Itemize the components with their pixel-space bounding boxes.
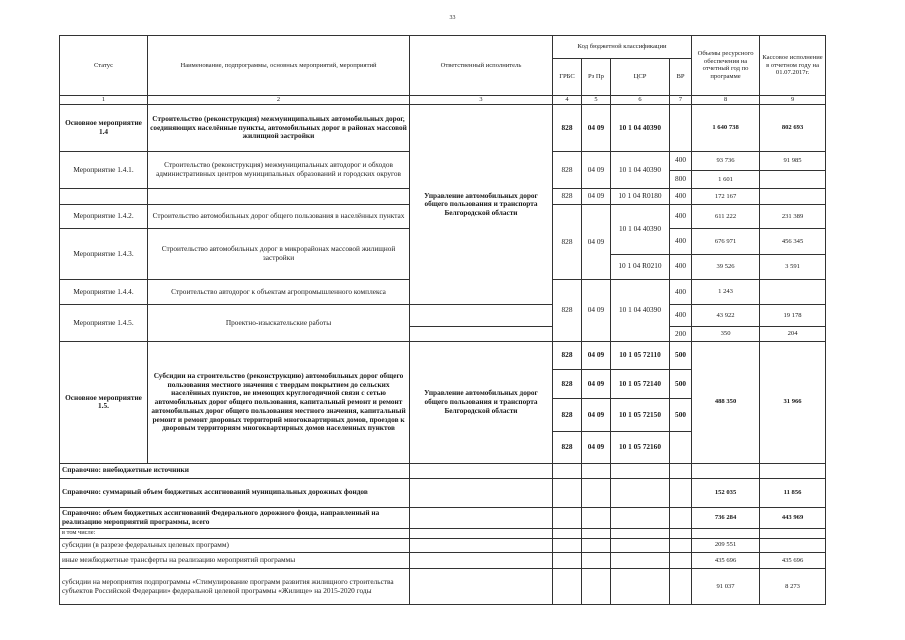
column-numbers-row <box>60 95 826 104</box>
vr-cell: 400 <box>670 254 692 279</box>
csr-cell: 10 1 04 40390 <box>611 105 670 151</box>
colnum-1: 1 <box>60 95 148 104</box>
status-cell: Мероприятие 1.4.5. <box>60 305 148 342</box>
colnum-7: 7 <box>670 95 692 104</box>
name-cell: Строительство автомобильных дорог в микрорайонах массовой жилищной застройки <box>148 229 410 279</box>
cash-cell: 91 985 <box>760 151 826 170</box>
table-row <box>60 529 826 538</box>
rzpr-cell: 04 09 <box>582 189 611 205</box>
header-volume: Объемы ресурсного обеспечения на отчетный год по программе <box>692 36 760 96</box>
csr-cell: 10 1 04 40390 <box>611 279 670 341</box>
status-cell: Основное мероприятие 1.4 <box>60 105 148 151</box>
grbs-cell: 828 <box>553 151 582 189</box>
rzpr-cell: 04 09 <box>582 398 611 432</box>
vr-cell: 500 <box>670 370 692 398</box>
colnum-2: 2 <box>148 95 410 104</box>
table-row <box>60 105 826 151</box>
volume-cell: 676 971 <box>692 229 760 254</box>
status-cell: Мероприятие 1.4.1. <box>60 151 148 189</box>
grbs-cell: 828 <box>553 432 582 464</box>
municipal-volume: 152 035 <box>692 478 760 507</box>
table-row <box>60 553 826 569</box>
cash-cell: 802 693 <box>760 105 826 151</box>
colnum-6: 6 <box>611 95 670 104</box>
header-executor: Ответственный исполнитель <box>410 36 553 96</box>
subsidies-label: субсидии (в разрезе федеральных целевых программ) <box>60 538 410 553</box>
colnum-4: 4 <box>553 95 582 104</box>
vr-cell: 800 <box>670 170 692 189</box>
csr-cell: 10 1 05 72150 <box>611 398 670 432</box>
federal-label: Справочно: объем бюджетных ассигнований Федерального дорожного фонда, направленный на реализацию мероприятий программы, всего <box>60 508 410 529</box>
cash-cell <box>760 189 826 205</box>
rzpr-cell: 04 09 <box>582 341 611 369</box>
name-cell: Строительство (реконструкция) межмуниципальных автомобильных дорог, соединяющих населённые пункты, автомобильных дорог в районах массовой жилищной застройки <box>148 105 410 151</box>
name-cell: Строительство (реконструкция) межмуниципальных автодорог и обходов административных центров муниципальных образований и городских округов <box>148 151 410 189</box>
rzpr-cell: 04 09 <box>582 432 611 464</box>
vr-cell <box>670 432 692 464</box>
table-row <box>60 508 826 529</box>
executor-cell: Управление автомобильных дорог общего пользования и транспорта Белгородской области <box>410 105 553 305</box>
header-row-1 <box>60 36 826 59</box>
executor-cell: Управление автомобильных дорог общего пользования и транспорта Белгородской области <box>410 341 553 463</box>
vr-cell: 400 <box>670 305 692 327</box>
transfers-volume: 435 696 <box>692 553 760 569</box>
grbs-cell: 828 <box>553 189 582 205</box>
federal-cash: 443 969 <box>760 508 826 529</box>
executor-continuation <box>410 327 553 342</box>
volume-cell: 1 243 <box>692 279 760 304</box>
grbs-cell: 828 <box>553 398 582 432</box>
vr-cell: 500 <box>670 398 692 432</box>
header-status: Статус <box>60 36 148 96</box>
volume-cell: 350 <box>692 327 760 342</box>
grbs-cell: 828 <box>553 370 582 398</box>
cash-cell <box>760 279 826 304</box>
cash-cell: 204 <box>760 327 826 342</box>
cash-cell: 3 591 <box>760 254 826 279</box>
grbs-cell: 828 <box>553 105 582 151</box>
vr-cell: 500 <box>670 341 692 369</box>
name-cell: Строительство автомобильных дорог общего пользования в населённых пунктах <box>148 205 410 229</box>
vr-cell: 400 <box>670 229 692 254</box>
name-cell: Субсидии на строительство (реконструкцию) автомобильных дорог общего пользования местного значения с твердым покрытием до сельских населённых пунктов, не имеющих круглогодичной связи с сетью автомобильных дорог общего пользования, капитальный ремонт и ремонт автомобильных дорог общего пользования местного значения, капитальный ремонт и ремонт дворовых территорий многоквартирных домов, проездов к дворовым территориям многоквартирных домов населенных пунктов <box>148 341 410 463</box>
status-cell <box>60 189 148 205</box>
table-row <box>60 569 826 605</box>
header-csr: ЦСР <box>611 59 670 96</box>
csr-cell: 10 1 04 40390 <box>611 205 670 254</box>
name-cell: Строительство автодорог к объектам агропромышленного комплекса <box>148 279 410 304</box>
header-budget-code: Код бюджетной классификации <box>553 36 692 59</box>
status-cell: Мероприятие 1.4.3. <box>60 229 148 279</box>
colnum-8: 8 <box>692 95 760 104</box>
subsidies-cash <box>760 538 826 553</box>
cash-cell: 231 389 <box>760 205 826 229</box>
csr-cell: 10 1 04 R0210 <box>611 254 670 279</box>
colnum-3: 3 <box>410 95 553 104</box>
rzpr-cell: 04 09 <box>582 279 611 341</box>
name-cell <box>148 189 410 205</box>
cash-cell: 31 966 <box>760 341 826 463</box>
table-row <box>60 478 826 507</box>
table-row <box>60 538 826 553</box>
csr-cell: 10 1 04 R0180 <box>611 189 670 205</box>
status-cell: Мероприятие 1.4.2. <box>60 205 148 229</box>
volume-cell: 488 350 <box>692 341 760 463</box>
name-cell: Проектно-изыскательские работы <box>148 305 410 342</box>
volume-cell: 43 922 <box>692 305 760 327</box>
housing-cash: 8 273 <box>760 569 826 605</box>
volume-cell: 39 526 <box>692 254 760 279</box>
csr-cell: 10 1 04 40390 <box>611 151 670 189</box>
rzpr-cell: 04 09 <box>582 205 611 280</box>
subsidies-volume: 209 551 <box>692 538 760 553</box>
municipal-label: Справочно: суммарный объем бюджетных ассигнований муниципальных дорожных фондов <box>60 478 410 507</box>
volume-cell: 93 736 <box>692 151 760 170</box>
extrabudget-label: Справочно: внебюджетные источники <box>60 463 410 478</box>
colnum-5: 5 <box>582 95 611 104</box>
grbs-cell: 828 <box>553 279 582 341</box>
housing-label: субсидии на мероприятия подпрограммы «Стимулирование программ развития жилищного строительства субъектов Российской Федерации» федеральной целевой программы «Жилище» на 2015-2020 годы <box>60 569 410 605</box>
vr-cell: 400 <box>670 151 692 170</box>
federal-volume: 736 284 <box>692 508 760 529</box>
volume-cell: 1 640 738 <box>692 105 760 151</box>
header-rzpr: Рз Пр <box>582 59 611 96</box>
including-label: в том числе: <box>60 529 410 538</box>
table-row <box>60 305 826 327</box>
status-cell: Основное мероприятие 1.5. <box>60 341 148 463</box>
rzpr-cell: 04 09 <box>582 151 611 189</box>
grbs-cell: 828 <box>553 341 582 369</box>
header-cash: Кассовое исполнение в отчетном году на 01.07.2017г. <box>760 36 826 96</box>
housing-volume: 91 037 <box>692 569 760 605</box>
colnum-9: 9 <box>760 95 826 104</box>
table-row <box>60 341 826 369</box>
header-vr: ВР <box>670 59 692 96</box>
grbs-cell: 828 <box>553 205 582 280</box>
vr-cell: 400 <box>670 279 692 304</box>
cash-cell <box>760 170 826 189</box>
executor-continuation <box>410 305 553 327</box>
vr-cell: 400 <box>670 189 692 205</box>
csr-cell: 10 1 05 72140 <box>611 370 670 398</box>
vr-cell <box>670 105 692 151</box>
page-number: 33 <box>449 15 456 21</box>
cash-cell: 456 345 <box>760 229 826 254</box>
volume-cell: 1 601 <box>692 170 760 189</box>
csr-cell: 10 1 05 72160 <box>611 432 670 464</box>
table-row <box>60 463 826 478</box>
municipal-cash: 11 856 <box>760 478 826 507</box>
transfers-label: иные межбюджетные трансферты на реализацию мероприятий программы <box>60 553 410 569</box>
volume-cell: 611 222 <box>692 205 760 229</box>
header-grbs: ГРБС <box>553 59 582 96</box>
transfers-cash: 435 696 <box>760 553 826 569</box>
status-cell: Мероприятие 1.4.4. <box>60 279 148 304</box>
csr-cell: 10 1 05 72110 <box>611 341 670 369</box>
resource-table <box>59 35 826 605</box>
rzpr-cell: 04 09 <box>582 105 611 151</box>
header-name: Наименование, подпрограммы, основных мероприятий, мероприятий <box>148 36 410 96</box>
cash-cell: 19 178 <box>760 305 826 327</box>
rzpr-cell: 04 09 <box>582 370 611 398</box>
vr-cell: 400 <box>670 205 692 229</box>
vr-cell: 200 <box>670 327 692 342</box>
volume-cell: 172 167 <box>692 189 760 205</box>
